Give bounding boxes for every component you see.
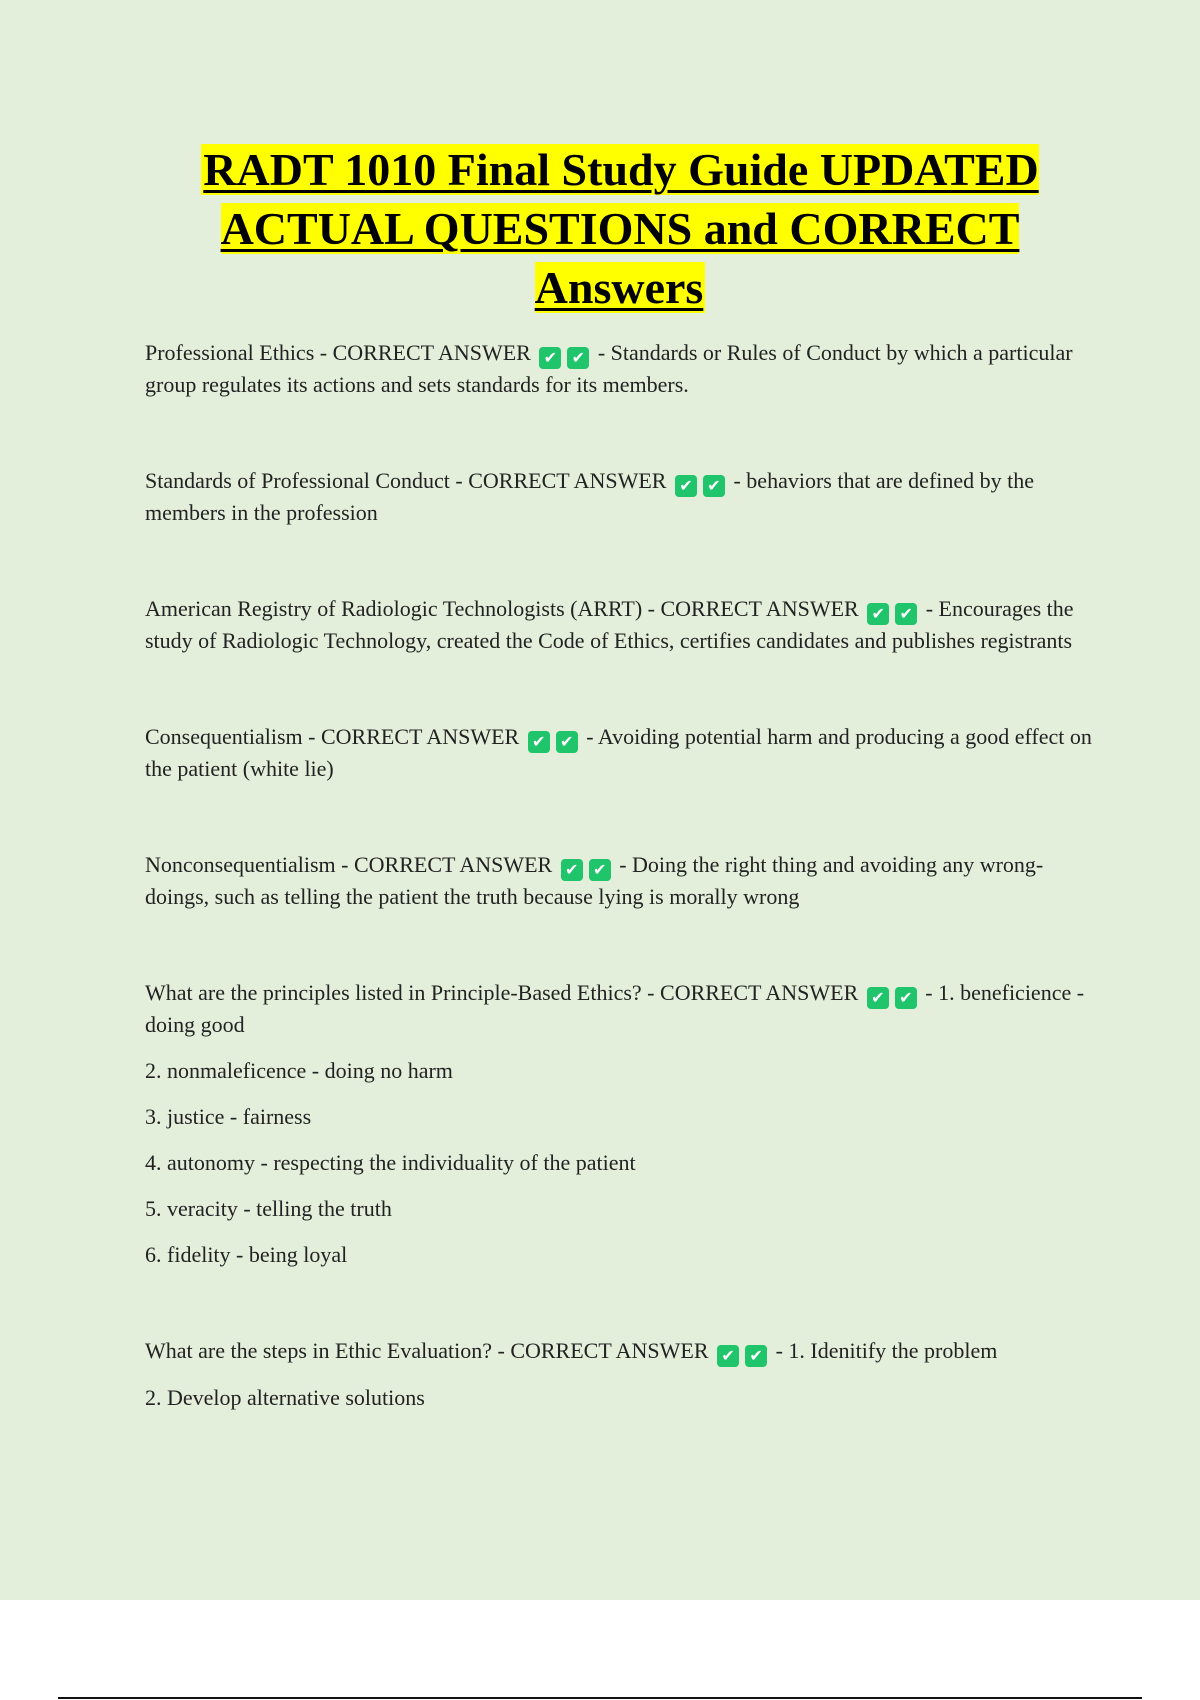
qa-entry-ethic-evaluation bbox=[145, 1335, 1095, 1367]
page-divider-line bbox=[58, 1697, 1142, 1699]
check-mark-icon: ✔ bbox=[556, 731, 578, 753]
qa-entry-consequentialism bbox=[145, 721, 1095, 784]
qa-definition: - 1. Idenitify the problem bbox=[775, 1338, 998, 1363]
principle-list-item: 6. fidelity - being loyal bbox=[145, 1242, 348, 1267]
check-mark-icon: ✔ bbox=[717, 1345, 739, 1367]
document-title bbox=[145, 140, 1095, 317]
qa-term: What are the steps in Ethic Evaluation? - bbox=[145, 1338, 511, 1363]
qa-term: Nonconsequentialism - bbox=[145, 852, 354, 877]
qa-entry-standards-of-professional-conduct bbox=[145, 465, 1095, 528]
qa-term: Professional Ethics - bbox=[145, 340, 333, 365]
qa-definition: - Doing the right thing and avoiding any wrong-doings, such as telling the patient the truth because lying is morally wrong bbox=[145, 852, 1044, 909]
qa-term: American Registry of Radiologic Technologists (ARRT) - bbox=[145, 596, 661, 621]
check-mark-icon: ✔ bbox=[675, 475, 697, 497]
check-mark-icon: ✔ bbox=[539, 347, 561, 369]
check-mark-icon: ✔ bbox=[895, 603, 917, 625]
check-mark-icon: ✔ bbox=[561, 859, 583, 881]
check-mark-icon: ✔ bbox=[867, 603, 889, 625]
principle-list-item: 2. nonmaleficence - doing no harm bbox=[145, 1058, 453, 1083]
qa-entry-principle-based-ethics bbox=[145, 977, 1095, 1040]
check-mark-icon: ✔ bbox=[528, 731, 550, 753]
qa-definition: - Standards or Rules of Conduct by which a particular group regulates its actions and sets standards for its members. bbox=[145, 340, 1073, 397]
principle-list-item: 3. justice - fairness bbox=[145, 1104, 312, 1129]
step-list-item: 2. Develop alternative solutions bbox=[145, 1385, 425, 1410]
qa-entry-nonconsequentialism bbox=[145, 849, 1095, 912]
document-content bbox=[145, 140, 1095, 1413]
section-spacer bbox=[145, 1270, 1095, 1335]
qa-term: Consequentialism - bbox=[145, 724, 321, 749]
answer-label: CORRECT ANSWER bbox=[660, 596, 859, 621]
answer-label: CORRECT ANSWER bbox=[332, 340, 531, 365]
qa-entry-arrt bbox=[145, 593, 1095, 656]
check-mark-icon: ✔ bbox=[703, 475, 725, 497]
check-mark-icon: ✔ bbox=[895, 987, 917, 1009]
qa-definition: - Avoiding potential harm and producing a good effect on the patient (white lie) bbox=[145, 724, 1092, 781]
answer-label: CORRECT ANSWER bbox=[510, 1338, 709, 1363]
principle-list-item: 5. veracity - telling the truth bbox=[145, 1196, 392, 1221]
check-mark-icon: ✔ bbox=[745, 1345, 767, 1367]
qa-definition: - Encourages the study of Radiologic Technology, created the Code of Ethics, certifies candidates and publishes registrants bbox=[145, 596, 1074, 653]
check-mark-icon: ✔ bbox=[589, 859, 611, 881]
principle-list-item: 4. autonomy - respecting the individuality of the patient bbox=[145, 1150, 636, 1175]
qa-term: What are the principles listed in Principle-Based Ethics? - bbox=[145, 980, 661, 1005]
check-mark-icon: ✔ bbox=[867, 987, 889, 1009]
qa-definition: - 1. beneficience - doing good bbox=[145, 980, 1085, 1037]
title-highlight: RADT 1010 Final Study Guide UPDATED ACTUAL QUESTIONS and CORRECT Answers bbox=[203, 144, 1039, 313]
qa-entry-professional-ethics bbox=[145, 337, 1095, 400]
qa-term: Standards of Professional Conduct - bbox=[145, 468, 469, 493]
answer-label: CORRECT ANSWER bbox=[660, 980, 859, 1005]
answer-label: CORRECT ANSWER bbox=[320, 724, 520, 749]
qa-definition: - behaviors that are defined by the members in the profession bbox=[145, 468, 1035, 525]
answer-label: CORRECT ANSWER bbox=[468, 468, 667, 493]
check-mark-icon: ✔ bbox=[567, 347, 589, 369]
answer-label: CORRECT ANSWER bbox=[353, 852, 553, 877]
